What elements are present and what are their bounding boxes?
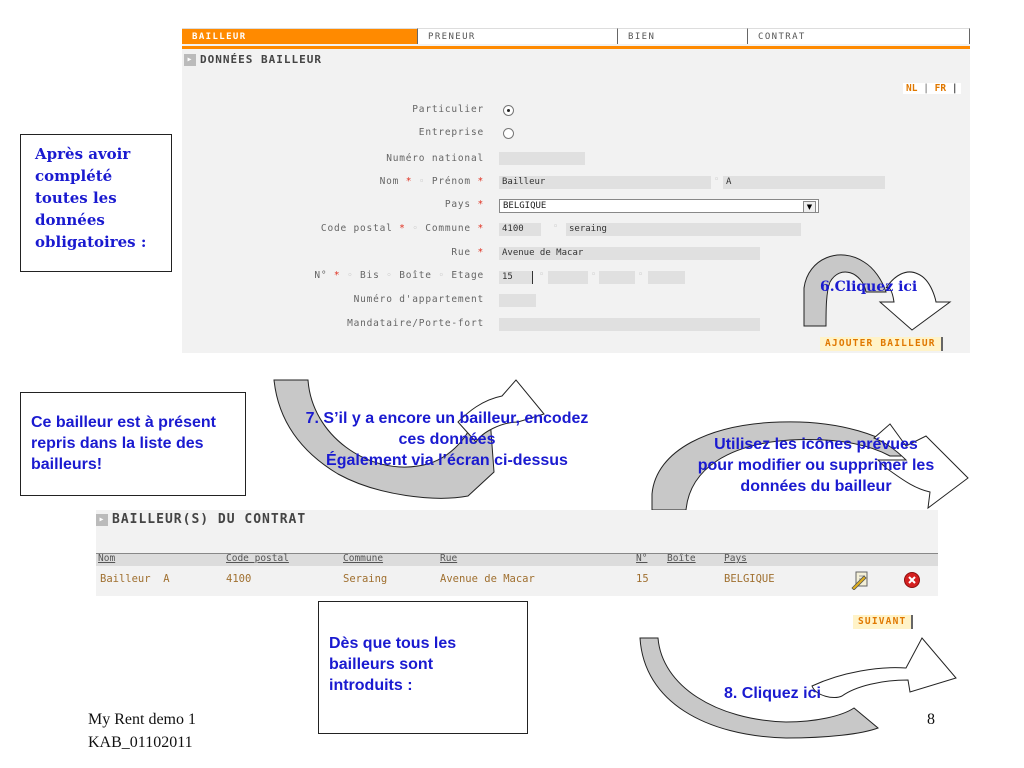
chevron-right-icon: ▸ bbox=[184, 54, 196, 66]
label-numero-appartement: Numéro d'appartement bbox=[353, 294, 484, 305]
label-code-postal-commune: Code postal * ◦ Commune * bbox=[320, 223, 484, 234]
edit-icon[interactable] bbox=[850, 570, 872, 590]
instruction-box-left bbox=[20, 134, 172, 272]
icons-instruction-text: Utilisez les icônes prévues pour modifier ou supprimer les données du bailleur bbox=[697, 436, 935, 495]
field-separator: ◦ bbox=[591, 270, 597, 280]
tab-contrat[interactable]: CONTRAT bbox=[748, 28, 970, 44]
step7-text: 7. S’il y a encore un bailleur, encodez ces données Également via l’écran ci-dessus bbox=[305, 410, 589, 469]
all-done-box bbox=[318, 601, 528, 734]
lang-nl-link[interactable]: NL bbox=[906, 83, 918, 94]
step6-label: 6.Cliquez ici bbox=[820, 279, 918, 295]
tab-bien[interactable]: BIEN bbox=[618, 28, 748, 44]
cell-code-postal: 4100 bbox=[226, 573, 252, 585]
list-title: ▸ BAILLEUR(S) DU CONTRAT bbox=[96, 512, 306, 527]
label-numero-national: Numéro national bbox=[386, 153, 484, 164]
rue-field[interactable]: Avenue de Macar bbox=[499, 247, 760, 260]
label-rue: Rue * bbox=[451, 247, 484, 258]
next-button[interactable]: SUIVANT bbox=[853, 615, 913, 629]
cell-commune: Seraing bbox=[343, 573, 388, 585]
boite-field[interactable] bbox=[599, 271, 635, 284]
instruction-text: Après avoir complété toutes les données obligatoires : bbox=[35, 145, 147, 251]
cell-nom: Bailleur A bbox=[100, 573, 170, 585]
radio-particulier[interactable] bbox=[503, 105, 514, 116]
pays-select[interactable] bbox=[499, 199, 819, 213]
numero-national-field[interactable] bbox=[499, 152, 585, 165]
label-pays: Pays * bbox=[444, 199, 484, 210]
pays-selected-value: BELGIQUE bbox=[503, 201, 547, 211]
col-header-nom[interactable]: Nom bbox=[98, 553, 116, 564]
footer-title: My Rent demo 1 bbox=[88, 711, 196, 728]
field-separator: ◦ bbox=[553, 222, 559, 232]
tab-preneur[interactable]: PRENEUR bbox=[418, 28, 618, 44]
cell-numero: 15 bbox=[636, 573, 649, 585]
chevron-right-icon: ▸ bbox=[96, 514, 108, 526]
prenom-field[interactable]: A bbox=[723, 176, 885, 189]
etage-field[interactable] bbox=[648, 271, 685, 284]
field-separator: ◦ bbox=[539, 270, 545, 280]
footer-code: KAB_01102011 bbox=[88, 734, 193, 751]
table-header-row bbox=[96, 553, 938, 566]
code-postal-field[interactable]: 4100 bbox=[499, 223, 541, 236]
numero-appartement-field[interactable] bbox=[499, 294, 536, 307]
numero-field[interactable]: 15 bbox=[499, 271, 533, 284]
col-header-code-postal[interactable]: Code postal bbox=[226, 553, 289, 564]
nom-field[interactable]: Bailleur bbox=[499, 176, 711, 189]
cell-rue: Avenue de Macar bbox=[440, 573, 535, 585]
mandataire-field[interactable] bbox=[499, 318, 760, 331]
all-done-text: Dès que tous les bailleurs sont introduits : bbox=[329, 635, 457, 694]
radio-entreprise[interactable] bbox=[503, 128, 514, 139]
section-title: ▸ DONNÉES BAILLEUR bbox=[184, 53, 322, 66]
language-switch: NL | FR | bbox=[903, 83, 961, 94]
listed-info-text: Ce bailleur est à présent repris dans la liste des bailleurs! bbox=[31, 414, 216, 473]
add-landlord-button[interactable]: AJOUTER BAILLEUR bbox=[820, 337, 943, 351]
col-header-rue[interactable]: Rue bbox=[440, 553, 458, 564]
lang-fr-link[interactable]: FR bbox=[934, 83, 947, 94]
label-particulier: Particulier bbox=[412, 104, 484, 115]
tab-bailleur[interactable]: BAILLEUR bbox=[182, 28, 418, 44]
col-header-commune[interactable]: Commune bbox=[343, 553, 384, 564]
commune-field[interactable]: seraing bbox=[566, 223, 801, 236]
table-row bbox=[96, 569, 938, 591]
label-entreprise: Entreprise bbox=[418, 127, 484, 138]
bis-field[interactable] bbox=[548, 271, 588, 284]
chevron-down-icon[interactable]: ▼ bbox=[803, 201, 816, 213]
label-nom-prenom: Nom * ◦ Prénom * bbox=[379, 176, 484, 187]
label-mandataire: Mandataire/Porte-fort bbox=[347, 318, 484, 329]
delete-icon[interactable] bbox=[902, 570, 922, 590]
col-header-boite[interactable]: Boîte bbox=[667, 553, 696, 564]
step8-label: 8. Cliquez ici bbox=[724, 685, 821, 702]
col-header-pays[interactable]: Pays bbox=[724, 553, 747, 564]
col-header-numero[interactable]: N° bbox=[636, 553, 648, 564]
field-separator: ◦ bbox=[638, 270, 644, 280]
listed-info-box bbox=[20, 392, 246, 496]
page-number: 8 bbox=[927, 711, 935, 728]
field-separator: ◦ bbox=[714, 175, 720, 185]
tab-bar bbox=[182, 28, 970, 49]
label-numero-bis-boite-etage: N° * ◦ Bis ◦ Boîte ◦ Etage bbox=[314, 270, 484, 281]
cell-pays: BELGIQUE bbox=[724, 573, 775, 585]
